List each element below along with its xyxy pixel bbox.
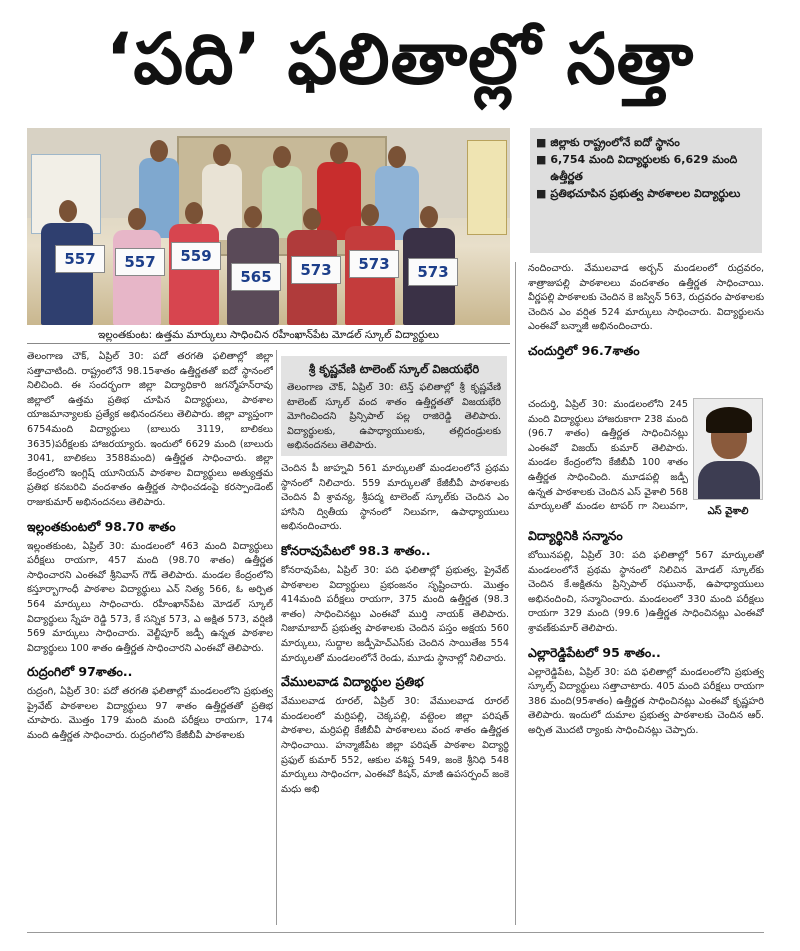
- highlight-item: [536, 185, 756, 202]
- highlight-text: జిల్లాకు రాష్ట్రంలోనే ఐదో స్థానం: [550, 136, 680, 149]
- photo-caption: ఇల్లంతకుంట: ఉత్తమ మార్కులు సాధించిన రహీంఖాన్‌పేట మోడల్ స్కూల్ విద్యార్థులు: [27, 328, 510, 344]
- photo-student-head: [303, 208, 321, 230]
- article-paragraph: రుద్రంగి, ఏప్రిల్ 30: పదో తరగతి ఫలితాల్లో మండలంలోని ప్రభుత్వ ప్రైవేట్ పాఠశాలల విద్యార్థులు 97 శాతం ఉత్తీర్ణతతో ప్రతిభ చూపారు. మొత్తం 179 మంది మంది పరీక్షలు రాయగా, 174 మంది ఉత్తీర్ణత సాధించారు. రుద్రంగిలోని కేజీబీవీ పాఠశాలకు: [27, 686, 273, 742]
- article-column-3-top: [528, 262, 764, 390]
- article-paragraph: వేములవాడ రూరల్, ఏప్రిల్ 30: వేములవాడ రూరల్ మండలంలో మర్రిపల్లి, చెక్కపల్లి, వట్టెంల జిల్లా పరిషత్ పాఠశాల, మర్రిపల్లి కేజీబీవీ పాఠశాలలు వంద శాతం ఉత్తీర్ణత సాధించాయి. హన్మాజీపేట జిల్లా పరిషత్ పాఠశాల విద్యార్థి ప్రఫుల్ కుమార్ 552, ఆకుల వశిష్ట 549, జంకె శ్రీనిధి 548 మార్కులు సాధించగా, ఎంఈవో కిషన్, మాజీ ఉపసర్పంచ్ జంకె మధు అభి: [281, 696, 509, 795]
- news-photo: [27, 128, 510, 325]
- photo-person-head: [330, 142, 348, 164]
- subheading: ఇల్లంతకుంటలో 98.70 శాతం: [27, 518, 176, 534]
- photo-person-head: [213, 144, 231, 166]
- headline: ‘పది’ ఫలితాల్లో సత్తా: [105, 18, 695, 100]
- photo-student-head: [361, 204, 379, 226]
- article-paragraph: కోనరావుపేట, ఏప్రిల్ 30: పది ఫలితాల్లో ప్రభుత్వ, ప్రైవేట్ పాఠశాలల విద్యార్థులు ప్రభంజనం సృష్టించారు. మొత్తం 414మంది పరీక్షలు రాయగా, 375 మంది ఉత్తీర్ణత (98.3 శాతం) సాధించినట్లు ఎంఈవో ముర్తి నాయక్ తెలిపారు. నిజామాబాద్ ప్రభుత్వ పాఠశాలకు చెందిన పస్తం అక్షయ 560 మార్కులు, సుద్దాల జడ్పీహెచ్‌ఎస్‌కు చెందిన సాయితేజ 554 మార్కులతో మండలంలోనే రెండు, మూడు స్థానాల్లో నిలిచారు.: [281, 564, 509, 664]
- student-photo: [693, 398, 763, 500]
- subheading: కోనరావుపేటలో 98.3 శాతం..: [281, 542, 431, 558]
- score-card: 573: [408, 258, 458, 286]
- article-paragraph: బోయినపల్లి, ఏప్రిల్ 30: పది ఫలితాల్లో 567 మార్కులతో మండలంలోనే ప్రథమ స్థానంలో నిలిచిన మోడల్ స్కూల్‌కు చెందిన కే.అక్షితను ప్రిన్సిపాల్ రఘునాథ్, ఉపాధ్యాయులు అభినందించి, సన్మానించారు. మండలంలో 330 మంది పరీక్షలు రాయగా 329 మంది (99.6 )ఉత్తీర్ణత సాధించినట్లు ఎంఈవో శ్రావణ్‌కుమార్ తెలిపారు.: [528, 550, 764, 634]
- photo-student: [41, 223, 93, 325]
- photo-student: [113, 230, 161, 325]
- score-card: 573: [291, 256, 341, 284]
- photo-student-head: [420, 206, 438, 228]
- photo-banner-right: [467, 140, 507, 235]
- photo-student-head: [128, 208, 146, 230]
- photo-person-head: [273, 146, 291, 168]
- photo-student-head: [185, 202, 203, 224]
- subheading: చందుర్తిలో 96.7శాతం: [528, 342, 640, 358]
- column-divider: [276, 350, 277, 925]
- student-photo-body: [698, 461, 760, 500]
- boxed-story-text: తెలంగాణ చౌక్, ఏప్రిల్ 30: టెన్త్ ఫలితాల్లో శ్రీ కృష్ణవేణి టాలెంట్ స్కూల్ వంద శాతం ఉత్తీర్ణతతో విజయభేరి మోగించిందని ప్రిన్సిపాల్ పల్ల రాజిరెడ్డి తెలిపారు. విద్యార్థులకు, ఉపాధ్యాయులకు, తల్లిదండ్రులకు అభినందనలు తెలిపారు.: [287, 382, 501, 452]
- article-column-2: [281, 462, 509, 925]
- boxed-story-title: శ్రీ కృష్ణవేణి టాలెంట్ స్కూల్ విజయభేరి: [308, 362, 480, 376]
- student-photo-caption: ఎస్ వైశాలి: [707, 506, 749, 517]
- bullet-icon: ■: [536, 153, 547, 166]
- photo-student-head: [244, 206, 262, 228]
- subheading: విద్యార్థినికి సన్మానం: [528, 528, 623, 543]
- score-card: 573: [349, 250, 399, 278]
- score-card: 557: [55, 245, 105, 273]
- photo-banner-left: [31, 154, 101, 234]
- article-column-3-wrap: [528, 398, 688, 513]
- article-paragraph: చెందిన పీ జాహ్నవి 561 మార్కులతో మండలంలోనే ప్రథమ స్థానంలో నిలిచారు. 559 మార్కులతో కేజీబీవీ పాఠశాలకు చెందిన వీ శ్రావన్య, శ్రీపద్మ టాలెంట్ స్కూల్‌కు చెందిన ఎం హాసిని ద్వితీయ స్థానంలో నిలువగా, ఉపాధ్యాయులు అభినందించారు.: [281, 463, 509, 533]
- article-paragraph: ఇల్లంతకుంట, ఏప్రిల్ 30: మండలంలో 463 మంది విద్యార్థులు పరీక్షలు రాయగా, 457 మంది (98.70 శాతం) ఉత్తీర్ణత సాధించారని ఎంఈవో శ్రీనివాస్ గౌడ్ తెలిపారు. మండల కేంద్రంలోని కస్తూర్బాగాంధీ పాఠశాల విద్యార్థులు ఎన్ నిత్య 566, ఓ అర్పిత 564 మార్కులు సాధించారు. రహీంఖాన్‌పేట మోడల్ స్కూల్ విద్యార్థులు స్నేహ రెడ్డి 573, కే సన్నిక 573, ఎ అక్షిత 573, వర్షిణి 569 మార్కులు సాధించారు. వెల్జీపూర్ జడ్పీ ఉన్నత పాఠశాల విద్యార్థులు 100 శాతం ఉత్తీర్ణత సాధించారని ఎంఈవో తెలిపారు.: [27, 540, 273, 654]
- highlight-text: 6,754 మంది విద్యార్థులకు 6,629 మంది ఉత్తీర్ణత: [550, 153, 738, 183]
- bullet-icon: ■: [536, 187, 547, 200]
- bottom-rule: [27, 932, 764, 933]
- boxed-story: [281, 356, 507, 456]
- article-paragraph: ఎల్లారెడ్డిపేట, ఏప్రిల్ 30: పది ఫలితాల్లో మండలంలోని ప్రభుత్వ స్కూల్స్ విద్యార్థులు సత్తాచాటారు. 405 మంది పరీక్షలు రాయగా 386 మంది(95శాతం) ఉత్తీర్ణత సాధించినట్లు ఎంఈవో కృష్ణహరి తెలిపారు. ఇందులో దుమాల ప్రభుత్వ పాఠశాలకు చెందిన ఆర్. అర్పిత మొదటి ర్యాంకు సాధించినట్లు చెప్పారు.: [528, 666, 764, 736]
- highlights-box: [530, 128, 762, 253]
- article-column-3-bottom: [528, 520, 764, 925]
- highlight-item: [536, 134, 756, 151]
- student-photo-hair: [706, 407, 752, 433]
- article-paragraph: నందించారు. వేములవాడ అర్బన్ మండలంలో రుద్రవరం, శాత్రాజుపల్లి పాఠశాలలు వందశాతం ఉత్తీర్ణత సాధించాయి. వీర్ణపల్లి పాఠశాలకు చెందిన కె జస్విన్ 563, రుద్రవరం పాఠశాలకు చెందిన ఎం వర్షిత 524 మార్కులు సాధించారు. విద్యార్థులను ఎంఈవో బన్నాజీ అభినందించారు.: [528, 263, 764, 333]
- highlight-text: ప్రతిభచూపిన ప్రభుత్వ పాఠశాలల విద్యార్థులు: [550, 187, 741, 200]
- photo-person-head: [150, 140, 168, 162]
- article-paragraph: తెలంగాణ చౌక్, ఏప్రిల్ 30: పదో తరగతి ఫలితాల్లో జిల్లా సత్తాచాటింది. రాష్ట్రంలోనే 98.15శాతం ఉత్తీర్ణతతో ఐదో స్థానంలో నిలిచింది. ఈ సందర్భంగా జిల్లా విద్యాధికారి జగన్మోహన్‌రావు జిల్లాలో ఉత్తమ ప్రతిభ చూపిన విద్యార్థులు, పాఠశాల యాజమాన్యాలకు ప్రత్యేక అభినందనలు తెలిపారు. జిల్లా వ్యాప్తంగా 6754మంది విద్యార్థులు (బాలురు 3119, బాలికలు 3635)పరీక్షలకు హాజరయ్యారు. ఇందులో 6629 మంది (బాలురు 3041, బాలికలు 3588మంది) ఉత్తీర్ణత సాధించారు. జిల్లా కేంద్రంలోని ఇంగ్లిష్ యూనియన్ పాఠశాల విద్యార్థులు అత్యుత్తమ ప్రతిభ కనబరిచి వందశాతం ఉత్తీర్ణత సాధించడంపై కరస్పాండెంట్ రాజుకుమార్ అభినందనలు తెలిపారు.: [27, 351, 273, 508]
- score-card: 557: [115, 248, 165, 276]
- photo-person-head: [388, 146, 406, 168]
- photo-student-head: [59, 200, 77, 222]
- article-column-1: [27, 350, 273, 925]
- article-paragraph: చందుర్తి, ఏప్రిల్ 30: మండలంలోని 245 మంది విద్యార్థులు హాజరుకాగా 238 మంది (96.7 శాతం) ఉత్తీర్ణత సాధించినట్లు ఎంఈవో విజయ్ కుమార్ తెలిపారు. మండల కేంద్రంలోని కేజీబీవీ 100 శాతం ఉత్తీర్ణత సాధించింది. మూడపల్లి జడ్పీ ఉన్నత పాఠశాలకు చెందిన ఎస్ వైశాలి 568 మార్కులతో మండల టాపర్ గా నిలువగా,: [528, 399, 688, 513]
- subheading: ఎల్లారెడ్డిపేటలో 95 శాతం..: [528, 644, 661, 660]
- highlight-item: [536, 151, 756, 185]
- bullet-icon: ■: [536, 136, 547, 149]
- score-card: 559: [171, 242, 221, 270]
- subheading: వేములవాడ విద్యార్థుల ప్రతిభ: [281, 674, 424, 690]
- photo-student: [169, 224, 219, 325]
- score-card: 565: [231, 263, 281, 291]
- column-divider: [515, 262, 516, 925]
- subheading: రుద్రంగిలో 97శాతం..: [27, 664, 133, 680]
